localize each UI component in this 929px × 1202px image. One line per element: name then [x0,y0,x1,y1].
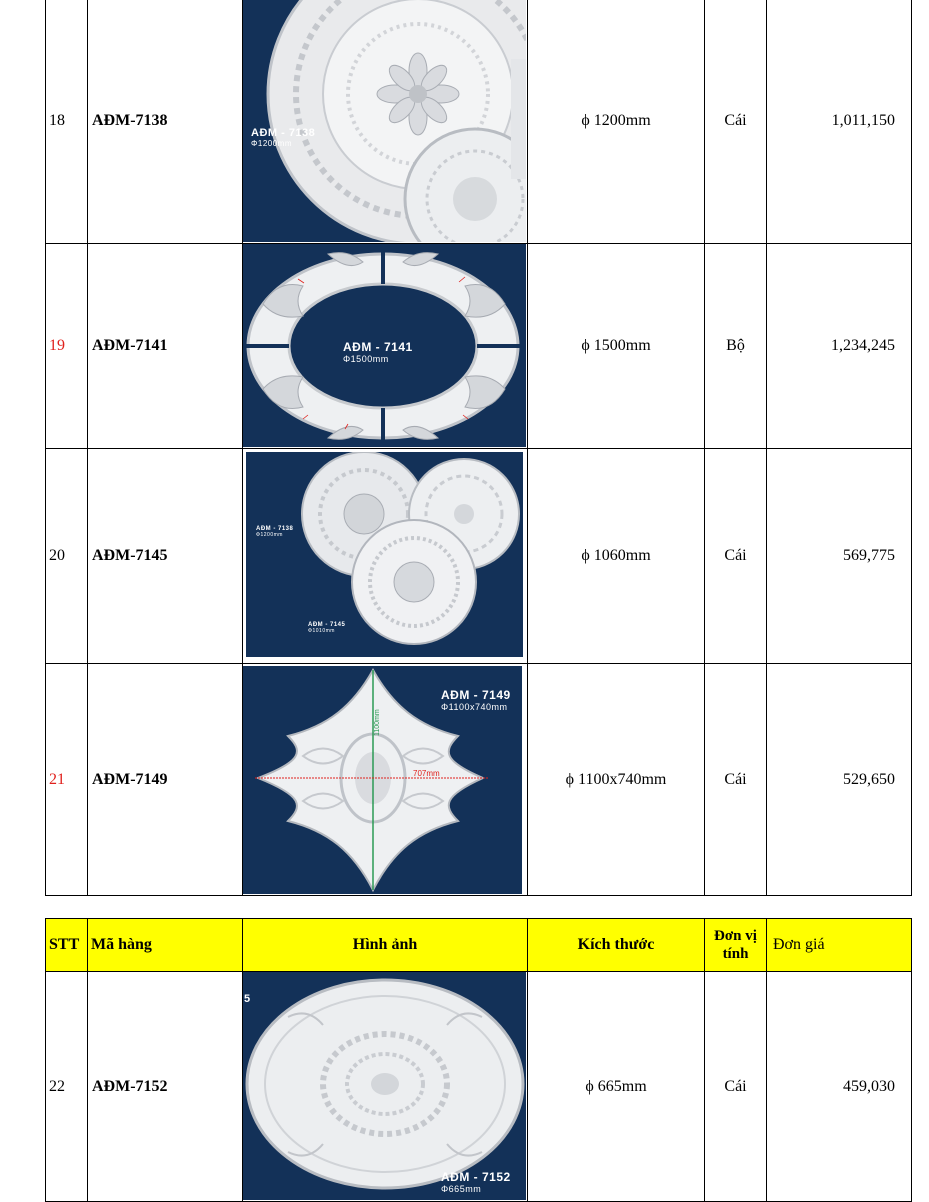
product-code: AĐM-7141 [88,244,243,449]
product-price: 459,030 [767,972,912,1202]
product-unit: Cái [705,0,767,244]
product-image-cell [243,449,528,664]
row-number: 22 [46,972,88,1202]
width-dimension-text: 707mm [413,769,440,778]
table-row [46,449,912,664]
product-image-oval-ring [243,244,526,447]
product-table-1 [45,0,912,896]
row-number: 18 [46,0,88,244]
image-label-size: Φ1200mm [256,532,283,538]
table-row [46,0,912,244]
product-size: ϕ 1200mm [528,0,705,244]
product-size: ϕ 665mm [528,972,705,1202]
table-row [46,664,912,896]
product-image-three-medallions [246,452,523,657]
header-size: Kích thước [528,919,705,972]
product-image-diamond-medallion [243,666,522,894]
product-code: AĐM-7152 [88,972,243,1202]
product-image-cell [243,972,528,1202]
image-label-size: Φ1010mm [308,628,335,634]
image-label-code: AĐM - 7138 [256,526,294,532]
product-image-round-medallion [243,0,526,242]
product-size: ϕ 1060mm [528,449,705,664]
product-code: AĐM-7149 [88,664,243,896]
product-image-cell [243,664,528,896]
image-label-code: AĐM - 7138 [251,127,316,139]
edge-label-text: 5 [244,993,251,1005]
product-code: AĐM-7138 [88,0,243,244]
row-number: 20 [46,449,88,664]
image-label-size: Φ665mm [441,1184,482,1194]
product-image-cell [243,244,528,449]
image-label-code: AĐM - 7152 [441,1170,511,1184]
product-unit: Cái [705,972,767,1202]
image-label [343,340,413,364]
image-label-2 [308,622,345,634]
header-price: Đơn giá [767,919,912,972]
product-price: 569,775 [767,449,912,664]
header-unit-line2: tính [722,946,749,962]
image-label [441,688,511,712]
product-code: AĐM-7145 [88,449,243,664]
image-label [256,526,293,538]
image-label-size: Φ1200mm [251,139,293,148]
product-price: 529,650 [767,664,912,896]
product-image-oval-medallion [243,972,526,1200]
header-unit-line1: Đơn vị [714,928,757,944]
header-stt: STT [46,919,88,972]
product-price: 1,234,245 [767,244,912,449]
table-header-row [46,919,912,972]
table-row [46,244,912,449]
image-label [441,1170,511,1194]
oval-medallion-illustration [243,972,526,1200]
header-image: Hình ảnh [243,919,528,972]
height-dimension-text: 1100mm [374,709,381,736]
product-unit: Cái [705,664,767,896]
medallions-illustration [246,452,523,657]
medallion-illustration [243,0,526,242]
table-row [46,972,912,1202]
product-unit: Bộ [705,244,767,449]
row-number: 19 [46,244,88,449]
image-label-size: Φ1500mm [343,354,389,364]
product-size: ϕ 1500mm [528,244,705,449]
product-image-cell [243,0,528,244]
product-price: 1,011,150 [767,0,912,244]
product-size: ϕ 1100x740mm [528,664,705,896]
image-label-code: AĐM - 7141 [343,340,413,354]
image-label-code: AĐM - 7149 [441,688,511,702]
image-label [251,127,315,148]
image-label-size: Φ1100x740mm [441,702,508,712]
image-label-code: AĐM - 7145 [308,622,346,628]
header-code: Mã hàng [88,919,243,972]
header-unit [705,919,767,972]
product-table-2 [45,918,912,1202]
row-number: 21 [46,664,88,896]
product-unit: Cái [705,449,767,664]
